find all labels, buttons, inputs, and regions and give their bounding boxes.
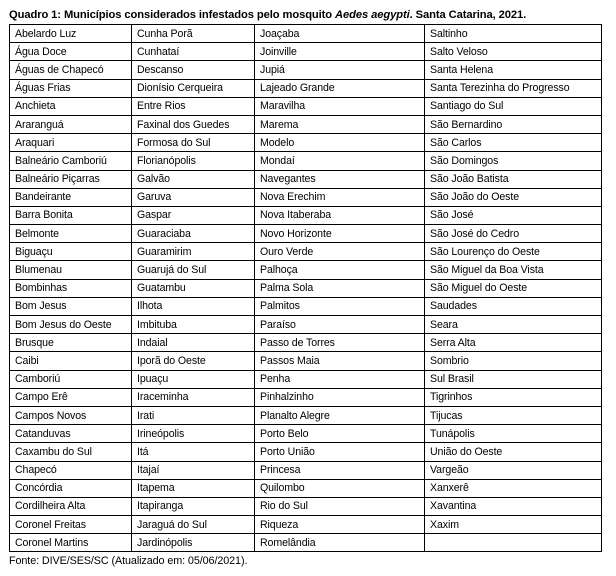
table-cell: Araquari	[10, 134, 132, 152]
caption-prefix: Quadro 1: Municípios considerados infestados pelo mosquito	[9, 9, 336, 21]
table-cell: Porto Belo	[255, 425, 425, 443]
table-cell: Barra Bonita	[10, 206, 132, 224]
table-cell: Xaxim	[425, 516, 602, 534]
table-cell: Campos Novos	[10, 406, 132, 424]
table-row	[10, 261, 602, 279]
table-cell: Belmonte	[10, 225, 132, 243]
table-row	[10, 406, 602, 424]
table-cell: Campo Erê	[10, 388, 132, 406]
table-row	[10, 497, 602, 515]
table-row	[10, 443, 602, 461]
table-cell: Lajeado Grande	[255, 79, 425, 97]
table-cell: São Miguel do Oeste	[425, 279, 602, 297]
table-cell: Catanduvas	[10, 425, 132, 443]
table-cell: Iraceminha	[132, 388, 255, 406]
document	[9, 8, 601, 568]
table-row	[10, 61, 602, 79]
table-row	[10, 479, 602, 497]
table-caption	[9, 8, 601, 24]
table-cell: Princesa	[255, 461, 425, 479]
table-cell: São José	[425, 206, 602, 224]
table-cell: Jardinópolis	[132, 534, 255, 552]
table-row	[10, 316, 602, 334]
table-cell: Paraíso	[255, 316, 425, 334]
table-cell: Araranguá	[10, 115, 132, 133]
table-cell: São Carlos	[425, 134, 602, 152]
table-cell: Sul Brasil	[425, 370, 602, 388]
table-row	[10, 534, 602, 552]
table-cell: Entre Rios	[132, 97, 255, 115]
table-cell: Abelardo Luz	[10, 25, 132, 43]
table-cell: Faxinal dos Guedes	[132, 115, 255, 133]
table-cell: Marema	[255, 115, 425, 133]
table-cell: Navegantes	[255, 170, 425, 188]
table-cell: Xavantina	[425, 497, 602, 515]
table-cell: Ilhota	[132, 297, 255, 315]
table-cell: Passo de Torres	[255, 334, 425, 352]
table-cell: Nova Erechim	[255, 188, 425, 206]
table-row	[10, 79, 602, 97]
table-cell: Tigrinhos	[425, 388, 602, 406]
table-cell: Guatambu	[132, 279, 255, 297]
table-row	[10, 370, 602, 388]
table-row	[10, 134, 602, 152]
table-cell: Irati	[132, 406, 255, 424]
table-cell: Galvão	[132, 170, 255, 188]
table-cell: Quilombo	[255, 479, 425, 497]
table-cell: Saltinho	[425, 25, 602, 43]
table-cell: Florianópolis	[132, 152, 255, 170]
table-row	[10, 152, 602, 170]
table-row	[10, 388, 602, 406]
table-cell: Serra Alta	[425, 334, 602, 352]
table-row	[10, 170, 602, 188]
table-cell: Guarujá do Sul	[132, 261, 255, 279]
table-cell: Bom Jesus	[10, 297, 132, 315]
table-cell: Vargeão	[425, 461, 602, 479]
municipalities-table-body	[10, 25, 602, 552]
table-cell: Palhoça	[255, 261, 425, 279]
table-cell: Água Doce	[10, 43, 132, 61]
table-cell: Guaramirim	[132, 243, 255, 261]
table-cell: Irineópolis	[132, 425, 255, 443]
table-cell: Caxambu do Sul	[10, 443, 132, 461]
table-cell: Anchieta	[10, 97, 132, 115]
table-cell: Blumenau	[10, 261, 132, 279]
table-cell: São Lourenço do Oeste	[425, 243, 602, 261]
table-cell: Santiago do Sul	[425, 97, 602, 115]
table-cell: São Bernardino	[425, 115, 602, 133]
table-cell: Penha	[255, 370, 425, 388]
table-cell: Coronel Freitas	[10, 516, 132, 534]
table-row	[10, 352, 602, 370]
source-note: Fonte: DIVE/SES/SC (Atualizado em: 05/06/2021).	[9, 555, 248, 568]
table-cell: Novo Horizonte	[255, 225, 425, 243]
table-row	[10, 461, 602, 479]
table-row	[10, 297, 602, 315]
table-cell: Iporã do Oeste	[132, 352, 255, 370]
table-cell: Sombrio	[425, 352, 602, 370]
table-cell: Ipuaçu	[132, 370, 255, 388]
caption-suffix: . Santa Catarina, 2021.	[409, 9, 527, 21]
table-row	[10, 188, 602, 206]
table-cell: Dionísio Cerqueira	[132, 79, 255, 97]
table-row	[10, 115, 602, 133]
table-cell: Indaial	[132, 334, 255, 352]
table-cell: Águas Frias	[10, 79, 132, 97]
table-row	[10, 425, 602, 443]
table-cell: Planalto Alegre	[255, 406, 425, 424]
table-row	[10, 225, 602, 243]
table-cell: Imbituba	[132, 316, 255, 334]
table-row	[10, 25, 602, 43]
table-cell: Brusque	[10, 334, 132, 352]
table-cell: Coronel Martins	[10, 534, 132, 552]
table-cell: Pinhalzinho	[255, 388, 425, 406]
table-cell: Gaspar	[132, 206, 255, 224]
table-cell: São João do Oeste	[425, 188, 602, 206]
table-cell: Bombinhas	[10, 279, 132, 297]
table-row	[10, 206, 602, 224]
table-cell: São Miguel da Boa Vista	[425, 261, 602, 279]
table-cell: Porto União	[255, 443, 425, 461]
table-cell: Saudades	[425, 297, 602, 315]
table-cell: Maravilha	[255, 97, 425, 115]
table-cell: São João Batista	[425, 170, 602, 188]
table-cell: Cordilheira Alta	[10, 497, 132, 515]
table-cell: Itajaí	[132, 461, 255, 479]
table-cell: Modelo	[255, 134, 425, 152]
table-cell: Chapecó	[10, 461, 132, 479]
table-cell: São Domingos	[425, 152, 602, 170]
table-cell: Seara	[425, 316, 602, 334]
table-cell: Garuva	[132, 188, 255, 206]
table-cell: União do Oeste	[425, 443, 602, 461]
table-cell: Mondaí	[255, 152, 425, 170]
caption-species: Aedes aegypti	[335, 9, 410, 21]
table-cell: Itapema	[132, 479, 255, 497]
table-cell: Guaraciaba	[132, 225, 255, 243]
table-cell	[425, 534, 602, 552]
table-cell: Passos Maia	[255, 352, 425, 370]
table-cell: Santa Terezinha do Progresso	[425, 79, 602, 97]
table-cell: Bom Jesus do Oeste	[10, 316, 132, 334]
table-cell: Balneário Piçarras	[10, 170, 132, 188]
table-cell: Nova Itaberaba	[255, 206, 425, 224]
table-cell: Itá	[132, 443, 255, 461]
table-cell: Xanxerê	[425, 479, 602, 497]
table-row	[10, 516, 602, 534]
table-row	[10, 334, 602, 352]
table-cell: Caibi	[10, 352, 132, 370]
table-row	[10, 97, 602, 115]
table-row	[10, 279, 602, 297]
table-cell: Joaçaba	[255, 25, 425, 43]
table-cell: Cunhataí	[132, 43, 255, 61]
table-cell: Riqueza	[255, 516, 425, 534]
table-cell: Tunápolis	[425, 425, 602, 443]
table-row	[10, 243, 602, 261]
table-cell: Descanso	[132, 61, 255, 79]
table-cell: Salto Veloso	[425, 43, 602, 61]
table-row	[10, 43, 602, 61]
table-cell: Jaraguá do Sul	[132, 516, 255, 534]
table-cell: Águas de Chapecó	[10, 61, 132, 79]
table-cell: Palmitos	[255, 297, 425, 315]
table-cell: Bandeirante	[10, 188, 132, 206]
table-cell: Balneário Camboriú	[10, 152, 132, 170]
table-cell: Romelândia	[255, 534, 425, 552]
table-cell: Concórdia	[10, 479, 132, 497]
table-cell: Joinville	[255, 43, 425, 61]
table-cell: Santa Helena	[425, 61, 602, 79]
table-cell: Cunha Porã	[132, 25, 255, 43]
table-cell: Palma Sola	[255, 279, 425, 297]
table-cell: Jupiá	[255, 61, 425, 79]
municipalities-table	[9, 24, 602, 552]
table-cell: Itapiranga	[132, 497, 255, 515]
table-cell: São José do Cedro	[425, 225, 602, 243]
table-cell: Ouro Verde	[255, 243, 425, 261]
table-cell: Rio do Sul	[255, 497, 425, 515]
table-cell: Camboriú	[10, 370, 132, 388]
table-cell: Biguaçu	[10, 243, 132, 261]
table-cell: Tijucas	[425, 406, 602, 424]
table-cell: Formosa do Sul	[132, 134, 255, 152]
